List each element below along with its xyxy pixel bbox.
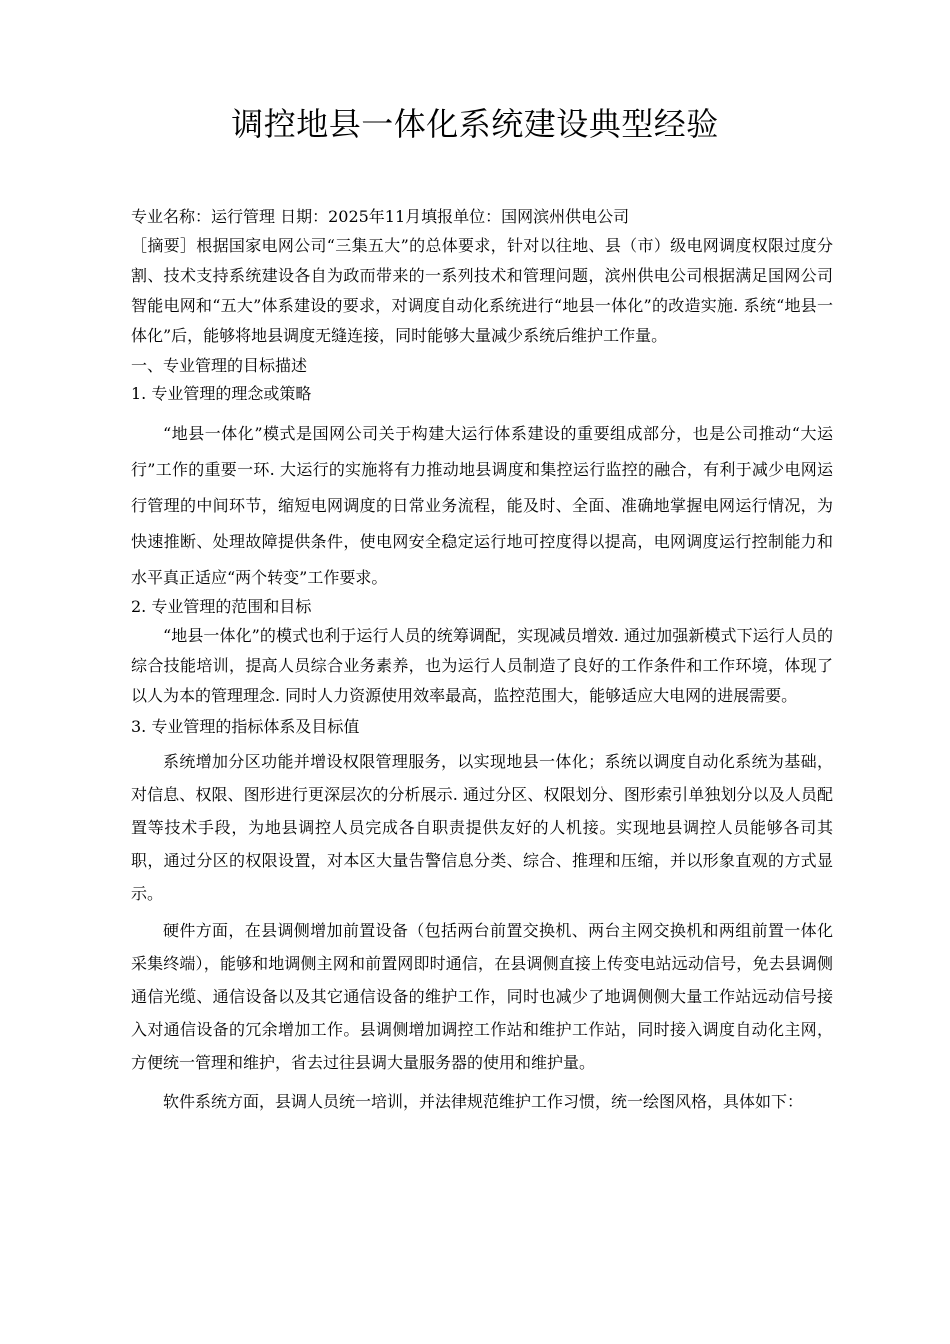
meta-line: 专业名称：运行管理 日期：2025年11月填报单位：国网滨州供电公司: [131, 207, 630, 226]
paragraph-5: 软件系统方面，县调人员统一培训，并法律规范维护工作习惯，统一绘图风格，具体如下：: [163, 1092, 804, 1111]
abstract-paragraph: ［摘要］根据国家电网公司“三集五大”的总体要求，针对以往地、县（市）级电网调度权限过度分割、技术支持系统建设各自为政而带来的一系列技术和管理问题，滨州供电公司根据满足国网公司智能电网和“五大”体系建设的要求，对调度自动化系统进行“地县一体化”的改造实施. 系统“地县一体化”后，能够将地县调度无缝连接，同时能够大量减少系统后维护工作量。: [131, 236, 833, 345]
document-title: 调控地县一体化系统建设典型经验: [231, 105, 719, 143]
paragraph-2: “地县一体化”的模式也利于运行人员的统筹调配，实现减员增效. 通过加强新模式下运行人员的综合技能培训，提高人员综合业务素养，也为运行人员制造了良好的工作条件和工作环境，体现了以人为本的管理理念. 同时人力资源使用效率最高，监控范围大，能够适应大电网的进展需要。: [131, 626, 833, 705]
document-body: [131, 203, 833, 1118]
paragraph-4: 硬件方面，在县调侧增加前置设备（包括两台前置交换机、两台主网交换机和两组前置一体化采集终端），能够和地调侧主网和前置网即时通信，在县调侧直接上传变电站远动信号，免去县调侧通信光缆、通信设备以及其它通信设备的维护工作，同时也减少了地调侧侧大量工作站远动信号接入对通信设备的冗余增加工作。县调侧增加调控工作站和维护工作站，同时接入调度自动化主网，方便统一管理和维护，省去过往县调大量服务器的使用和维护量。: [131, 921, 833, 1072]
paragraph-1: “地县一体化”模式是国网公司关于构建大运行体系建设的重要组成部分，也是公司推动“大运行”工作的重要一环. 大运行的实施将有力推动地县调度和集控运行监控的融合，有利于减少电网运行管理的中间环节，缩短电网调度的日常业务流程，能及时、全面、准确地掌握电网运行情况，为快速推断、处理故障提供条件，使电网安全稳定运行地可控度得以提高，电网调度运行控制能力和水平真正适应“两个转变”工作要求。: [131, 424, 833, 587]
paragraph-3: 系统增加分区功能并增设权限管理服务，以实现地县一体化；系统以调度自动化系统为基础，对信息、权限、图形进行更深层次的分析展示. 通过分区、权限划分、图形索引单独划分以及人员配置等技术手段，为地县调控人员完成各自职责提供友好的人机接。实现地县调控人员能够各司其职，通过分区的权限设置，对本区大量告警信息分类、综合、推理和压缩，并以形象直观的方式显示。: [131, 752, 833, 903]
subsection-heading-1: 1. 专业管理的理念或策略: [131, 384, 312, 403]
subsection-heading-2: 2. 专业管理的范围和目标: [131, 597, 312, 616]
section-heading-1: 一、专业管理的目标描述: [131, 356, 308, 375]
subsection-heading-3: 3. 专业管理的指标体系及目标值: [131, 717, 360, 736]
